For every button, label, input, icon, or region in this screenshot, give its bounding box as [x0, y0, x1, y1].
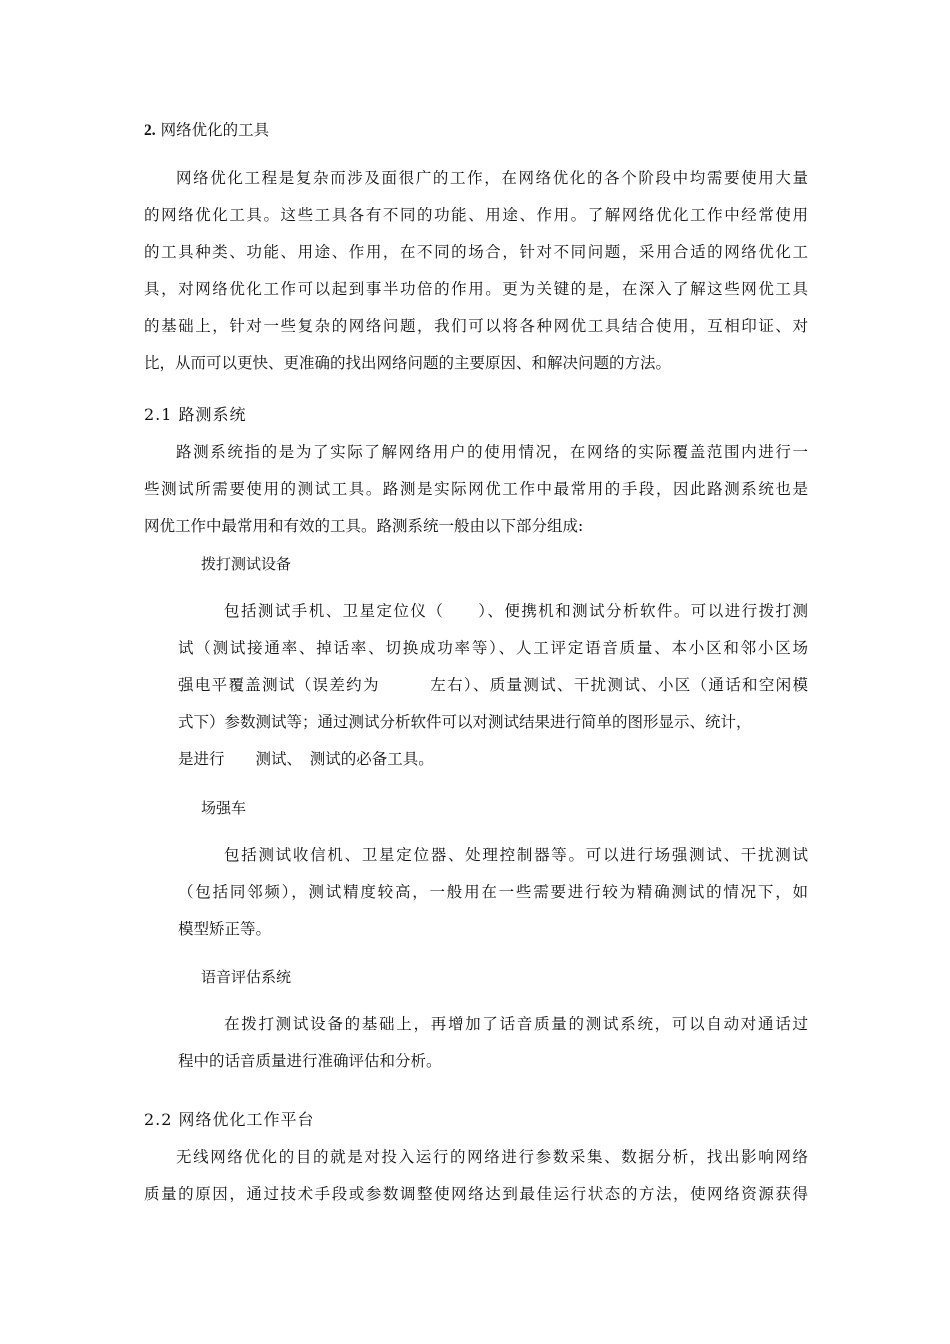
paragraph-line: 网络优化工程是复杂而涉及面很广的工作，在网络优化的各个阶段中均需要使用大量: [176, 169, 808, 187]
item-line: 是进行 测试、 测试的必备工具。: [178, 750, 434, 768]
item-line: 程中的话音质量进行准确评估和分析。: [178, 1052, 442, 1070]
paragraph-line: 具，对网络优化工作可以起到事半功倍的作用。更为关键的是，在深入了解这些网优工具: [144, 280, 808, 298]
item-line: （包括同邻频），测试精度较高，一般用在一些需要进行较为精确测试的情况下，如: [178, 883, 808, 901]
item-line: 式下）参数测试等；通过测试分析软件可以对测试结果进行简单的图形显示、统计，: [178, 713, 752, 731]
section-heading: [144, 120, 269, 141]
paragraph-line: 些测试所需要使用的测试工具。路测是实际网优工作中最常用的手段，因此路测系统也是: [144, 480, 808, 498]
item-title: 场强车: [201, 799, 247, 817]
paragraph-line: 质量的原因，通过技术手段或参数调整使网络达到最佳运行状态的方法，使网络资源获得: [144, 1185, 808, 1203]
paragraph-line: 比，从而可以更快、更准确的找出网络问题的主要原因、和解决问题的方法。: [144, 354, 672, 372]
subsection-heading: 2.2 网络优化工作平台: [144, 1110, 315, 1129]
item-line: 试（测试接通率、掉话率、切换成功率等）、人工评定语音质量、本小区和邻小区场: [178, 639, 808, 657]
item-line: 包括测试手机、卫星定位仪（ ）、便携机和测试分析软件。可以进行拨打测: [224, 602, 808, 620]
paragraph-line: 的工具种类、功能、用途、作用，在不同的场合，针对不同问题，采用合适的网络优化工: [144, 243, 808, 261]
subsection-heading: 2.1 路测系统: [144, 405, 247, 424]
section-title: 网络优化的工具: [160, 121, 270, 139]
paragraph-line: 的基础上，针对一些复杂的网络问题，我们可以将各种网优工具结合使用，互相印证、对: [144, 317, 808, 335]
item-line: 包括测试收信机、卫星定位器、处理控制器等。可以进行场强测试、干扰测试: [224, 846, 808, 864]
section-number: 2.: [144, 122, 156, 139]
paragraph-line: 的网络优化工具。这些工具各有不同的功能、用途、作用。了解网络优化工作中经常使用: [144, 206, 808, 224]
item-line: 模型矫正等。: [178, 920, 272, 938]
item-line: 在拨打测试设备的基础上，再增加了话音质量的测试系统，可以自动对通话过: [224, 1015, 808, 1033]
paragraph-line: 无线网络优化的目的就是对投入运行的网络进行参数采集、数据分析，找出影响网络: [176, 1148, 808, 1166]
item-title: 语音评估系统: [201, 968, 292, 986]
item-line: 强电平覆盖测试（误差约为 左右）、质量测试、干扰测试、小区（通话和空闲模: [178, 676, 808, 694]
paragraph-line: 网优工作中最常用和有效的工具。路测系统一般由以下部分组成:: [144, 517, 584, 535]
item-title: 拨打测试设备: [201, 555, 292, 573]
paragraph-line: 路测系统指的是为了实际了解网络用户的使用情况，在网络的实际覆盖范围内进行一: [176, 443, 808, 461]
